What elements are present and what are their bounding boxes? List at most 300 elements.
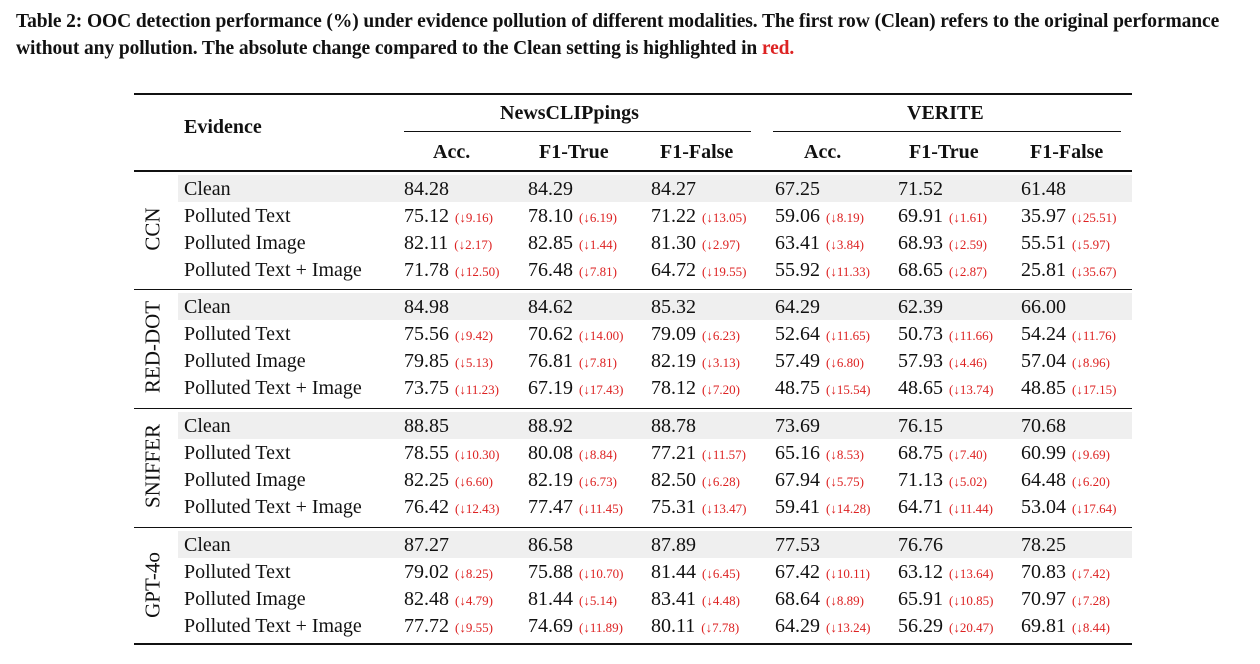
cell-value: 25.81	[1021, 259, 1066, 281]
cell-value: 81.44	[528, 588, 573, 610]
cell-value: 80.08	[528, 442, 573, 464]
cell-value: 76.42	[404, 496, 449, 518]
cell-delta: (↓4.79)	[455, 593, 493, 608]
table-cell	[404, 322, 493, 348]
cell-value: 76.48	[528, 259, 573, 281]
cell-value: 69.91	[898, 205, 943, 227]
cell-delta: (↓11.33)	[826, 264, 870, 279]
cell-delta: (↓2.97)	[702, 237, 740, 252]
cell-value: 86.58	[528, 534, 573, 556]
cell-value: 62.39	[898, 296, 943, 318]
cell-value: 63.41	[775, 232, 820, 254]
cell-value: 35.97	[1021, 205, 1066, 227]
cell-delta: (↓12.43)	[455, 501, 500, 516]
table-cell	[775, 414, 820, 438]
cell-value: 74.69	[528, 615, 573, 637]
table-cell	[1021, 441, 1110, 467]
table-cell	[651, 560, 740, 586]
table-cell	[1021, 376, 1116, 402]
table-cell	[651, 441, 746, 467]
group-rule-gpt-4o	[134, 527, 1132, 528]
cell-value: 48.75	[775, 377, 820, 399]
row-label-red-dot-clean: Clean	[184, 296, 231, 318]
cell-delta: (↓5.14)	[579, 593, 617, 608]
cell-delta: (↓8.19)	[826, 210, 864, 225]
cell-delta: (↓9.55)	[455, 620, 493, 635]
cell-value: 78.10	[528, 205, 573, 227]
verite-cmidrule	[773, 131, 1121, 132]
table-cell	[651, 614, 739, 640]
table-cell	[404, 204, 493, 230]
table-cell	[1021, 468, 1110, 494]
cell-delta: (↓20.47)	[949, 620, 994, 635]
cell-delta: (↓3.84)	[826, 237, 864, 252]
cell-value: 68.75	[898, 442, 943, 464]
row-label-ccn-polluted-text-image: Polluted Text + Image	[184, 259, 362, 281]
cell-value: 84.29	[528, 178, 573, 200]
metric-header-newsclippings-f1-false: F1-False	[660, 141, 734, 163]
cell-value: 82.50	[651, 469, 696, 491]
cell-delta: (↓7.28)	[1072, 593, 1110, 608]
cell-value: 53.04	[1021, 496, 1066, 518]
cell-value: 75.56	[404, 323, 449, 345]
table-cell	[898, 258, 987, 284]
table-cell	[651, 533, 696, 557]
table-cell	[775, 177, 820, 201]
table-cell	[898, 587, 993, 613]
cell-value: 66.00	[1021, 296, 1066, 318]
cell-delta: (↓7.20)	[702, 382, 740, 397]
cell-value: 81.30	[651, 232, 696, 254]
table-cell	[898, 495, 993, 521]
metric-header-verite-acc: Acc.	[804, 141, 842, 163]
cell-value: 59.06	[775, 205, 820, 227]
table-cell	[898, 441, 987, 467]
cell-delta: (↓17.15)	[1072, 382, 1117, 397]
table-cell	[651, 177, 696, 201]
table-cell	[1021, 177, 1066, 201]
table-cell	[528, 258, 617, 284]
cell-value: 77.21	[651, 442, 696, 464]
table-cell	[1021, 322, 1116, 348]
table-cell	[651, 258, 746, 284]
cell-value: 82.25	[404, 469, 449, 491]
group-header-verite: VERITE	[907, 102, 984, 124]
table-caption	[16, 8, 1252, 62]
bottom-rule	[134, 643, 1132, 645]
table-cell	[775, 560, 870, 586]
table-cell	[898, 177, 943, 201]
cell-value: 50.73	[898, 323, 943, 345]
table-cell	[898, 468, 987, 494]
table-cell	[404, 295, 449, 319]
cell-value: 79.85	[404, 350, 449, 372]
cell-delta: (↓2.59)	[949, 237, 987, 252]
cell-value: 61.48	[1021, 178, 1066, 200]
metric-header-newsclippings-f1-true: F1-True	[539, 141, 609, 163]
cell-value: 84.98	[404, 296, 449, 318]
row-label-sniffer-polluted-text-image: Polluted Text + Image	[184, 496, 362, 518]
cell-delta: (↓11.45)	[579, 501, 623, 516]
table-cell	[528, 204, 617, 230]
cell-delta: (↓1.44)	[579, 237, 617, 252]
cell-delta: (↓17.43)	[579, 382, 624, 397]
cell-value: 59.41	[775, 496, 820, 518]
cell-delta: (↓9.42)	[455, 328, 493, 343]
metric-header-newsclippings-acc: Acc.	[433, 141, 471, 163]
cell-delta: (↓5.13)	[455, 355, 493, 370]
table-cell	[775, 322, 870, 348]
cell-delta: (↓10.30)	[455, 447, 500, 462]
cell-value: 55.51	[1021, 232, 1066, 254]
cell-value: 64.29	[775, 296, 820, 318]
cell-value: 60.99	[1021, 442, 1066, 464]
table-cell	[528, 349, 617, 375]
cell-delta: (↓12.50)	[455, 264, 500, 279]
cell-delta: (↓11.44)	[949, 501, 993, 516]
table-cell	[528, 614, 623, 640]
table-cell	[651, 322, 740, 348]
cell-delta: (↓17.64)	[1072, 501, 1117, 516]
table-cell	[528, 376, 623, 402]
cell-delta: (↓8.44)	[1072, 620, 1110, 635]
cell-delta: (↓6.23)	[702, 328, 740, 343]
cell-delta: (↓4.48)	[702, 593, 740, 608]
cell-delta: (↓6.80)	[826, 355, 864, 370]
model-name-sniffer: SNIFFER	[140, 423, 165, 509]
cell-value: 71.13	[898, 469, 943, 491]
cell-value: 57.49	[775, 350, 820, 372]
cell-delta: (↓6.28)	[702, 474, 740, 489]
table-cell	[775, 204, 864, 230]
cell-value: 70.83	[1021, 561, 1066, 583]
table-cell	[404, 468, 493, 494]
table-cell	[775, 258, 870, 284]
row-label-sniffer-polluted-image: Polluted Image	[184, 469, 306, 491]
table-cell	[528, 322, 623, 348]
table-cell	[528, 177, 573, 201]
row-label-ccn-polluted-text: Polluted Text	[184, 205, 291, 227]
cell-value: 82.19	[651, 350, 696, 372]
evidence-header: Evidence	[184, 116, 262, 138]
cell-value: 64.29	[775, 615, 820, 637]
group-rule-sniffer	[134, 408, 1132, 409]
cell-value: 68.65	[898, 259, 943, 281]
table-cell	[898, 322, 993, 348]
table-cell	[775, 231, 864, 257]
cell-value: 84.62	[528, 296, 573, 318]
cell-delta: (↓7.81)	[579, 355, 617, 370]
table-cell	[1021, 533, 1066, 557]
cell-delta: (↓11.89)	[579, 620, 623, 635]
table-cell	[404, 231, 492, 257]
cell-delta: (↓6.45)	[702, 566, 740, 581]
table-cell	[1021, 349, 1110, 375]
cell-value: 56.29	[898, 615, 943, 637]
cell-delta: (↓11.76)	[1072, 328, 1116, 343]
cell-value: 71.78	[404, 259, 449, 281]
cell-delta: (↓4.46)	[949, 355, 987, 370]
cell-delta: (↓13.64)	[949, 566, 994, 581]
table-cell	[404, 533, 449, 557]
table-cell	[404, 587, 493, 613]
cell-delta: (↓11.65)	[826, 328, 870, 343]
table-cell	[651, 295, 696, 319]
cell-delta: (↓35.67)	[1072, 264, 1117, 279]
cell-value: 76.76	[898, 534, 943, 556]
table-cell	[898, 204, 987, 230]
table-cell	[775, 495, 870, 521]
cell-delta: (↓8.96)	[1072, 355, 1110, 370]
cell-delta: (↓15.54)	[826, 382, 871, 397]
row-label-gpt-4o-clean: Clean	[184, 534, 231, 556]
cell-delta: (↓5.97)	[1072, 237, 1110, 252]
cell-value: 75.88	[528, 561, 573, 583]
table-cell	[404, 376, 499, 402]
table-cell	[898, 295, 943, 319]
cell-value: 69.81	[1021, 615, 1066, 637]
table-cell	[898, 533, 943, 557]
cell-value: 77.53	[775, 534, 820, 556]
table-cell	[404, 495, 499, 521]
cell-value: 57.04	[1021, 350, 1066, 372]
cell-delta: (↓11.66)	[949, 328, 993, 343]
cell-value: 78.25	[1021, 534, 1066, 556]
table-cell	[898, 414, 943, 438]
table-cell	[404, 258, 499, 284]
table-cell	[404, 414, 449, 438]
cell-delta: (↓25.51)	[1072, 210, 1117, 225]
table-cell	[528, 414, 573, 438]
table-cell	[1021, 614, 1110, 640]
cell-delta: (↓7.78)	[701, 620, 740, 635]
cell-value: 52.64	[775, 323, 820, 345]
group-rule-red-dot	[134, 289, 1132, 290]
cell-value: 64.71	[898, 496, 943, 518]
cell-value: 87.89	[651, 534, 696, 556]
table-cell	[528, 495, 623, 521]
cell-delta: (↓19.55)	[702, 264, 747, 279]
cell-delta: (↓13.47)	[702, 501, 747, 516]
model-name-gpt-4o: GPT-4o	[140, 552, 165, 618]
cell-value: 88.85	[404, 415, 449, 437]
cell-value: 67.25	[775, 178, 820, 200]
table-cell	[775, 295, 820, 319]
cell-value: 77.72	[404, 615, 449, 637]
table-cell	[651, 231, 740, 257]
table-cell	[651, 349, 740, 375]
cell-value: 67.19	[528, 377, 573, 399]
table-cell	[775, 349, 864, 375]
cell-delta: (↓5.75)	[826, 474, 864, 489]
row-label-sniffer-polluted-text: Polluted Text	[184, 442, 291, 464]
table-cell	[404, 177, 449, 201]
cell-delta: (↓10.11)	[826, 566, 870, 581]
cell-value: 65.91	[898, 588, 943, 610]
cell-value: 78.55	[404, 442, 449, 464]
cell-value: 55.92	[775, 259, 820, 281]
header-rule	[134, 170, 1132, 172]
cell-value: 79.09	[651, 323, 696, 345]
cell-value: 64.72	[651, 259, 696, 281]
row-label-gpt-4o-polluted-text: Polluted Text	[184, 561, 291, 583]
cell-value: 68.64	[775, 588, 820, 610]
cell-value: 70.68	[1021, 415, 1066, 437]
row-label-gpt-4o-polluted-text-image: Polluted Text + Image	[184, 615, 362, 637]
table-cell	[528, 231, 617, 257]
table-cell	[528, 533, 573, 557]
newsclippings-cmidrule	[404, 131, 751, 132]
cell-value: 88.92	[528, 415, 573, 437]
table-cell	[775, 441, 864, 467]
cell-value: 82.11	[404, 232, 449, 254]
cell-value: 84.28	[404, 178, 449, 200]
cell-delta: (↓14.00)	[579, 328, 624, 343]
cell-value: 77.47	[528, 496, 573, 518]
cell-value: 82.19	[528, 469, 573, 491]
cell-value: 88.78	[651, 415, 696, 437]
cell-delta: (↓9.69)	[1072, 447, 1110, 462]
table-cell	[404, 614, 493, 640]
cell-delta: (↓5.02)	[949, 474, 987, 489]
table-cell	[1021, 231, 1110, 257]
cell-delta: (↓10.70)	[579, 566, 624, 581]
table-cell	[775, 614, 870, 640]
table-cell	[651, 468, 740, 494]
cell-delta: (↓7.42)	[1072, 566, 1110, 581]
table-cell	[528, 587, 617, 613]
row-label-ccn-polluted-image: Polluted Image	[184, 232, 306, 254]
table-cell	[1021, 204, 1116, 230]
table-cell	[651, 587, 740, 613]
row-label-red-dot-polluted-text-image: Polluted Text + Image	[184, 377, 362, 399]
table-cell	[898, 376, 993, 402]
cell-delta: (↓8.53)	[826, 447, 864, 462]
table-cell	[1021, 295, 1066, 319]
table-cell	[1021, 258, 1116, 284]
cell-delta: (↓13.05)	[702, 210, 747, 225]
cell-value: 78.12	[651, 377, 696, 399]
cell-value: 48.85	[1021, 377, 1066, 399]
cell-delta: (↓3.13)	[702, 355, 740, 370]
cell-value: 84.27	[651, 178, 696, 200]
table-cell	[1021, 560, 1110, 586]
cell-delta: (↓6.73)	[579, 474, 617, 489]
cell-delta: (↓2.87)	[949, 264, 987, 279]
cell-value: 73.69	[775, 415, 820, 437]
table-cell	[898, 349, 987, 375]
table-cell	[404, 560, 493, 586]
table-cell	[528, 295, 573, 319]
cell-value: 64.48	[1021, 469, 1066, 491]
model-name-red-dot: RED-DOT	[140, 300, 165, 394]
row-label-ccn-clean: Clean	[184, 178, 231, 200]
row-label-red-dot-polluted-image: Polluted Image	[184, 350, 306, 372]
cell-value: 65.16	[775, 442, 820, 464]
row-label-gpt-4o-polluted-image: Polluted Image	[184, 588, 306, 610]
cell-value: 83.41	[651, 588, 696, 610]
table-cell	[898, 231, 987, 257]
table-cell	[528, 560, 623, 586]
table-cell	[898, 614, 993, 640]
cell-value: 82.48	[404, 588, 449, 610]
table-cell	[775, 587, 864, 613]
cell-delta: (↓10.85)	[949, 593, 994, 608]
cell-value: 73.75	[404, 377, 449, 399]
cell-value: 63.12	[898, 561, 943, 583]
metric-header-verite-f1-false: F1-False	[1030, 141, 1104, 163]
cell-delta: (↓7.81)	[579, 264, 617, 279]
table-cell	[775, 533, 820, 557]
cell-delta: (↓6.20)	[1072, 474, 1110, 489]
cell-delta: (↓13.74)	[949, 382, 994, 397]
cell-value: 75.31	[651, 496, 696, 518]
cell-value: 57.93	[898, 350, 943, 372]
cell-delta: (↓11.57)	[702, 447, 746, 462]
cell-value: 70.62	[528, 323, 573, 345]
cell-value: 82.85	[528, 232, 573, 254]
table-cell	[898, 560, 993, 586]
cell-delta: (↓8.84)	[579, 447, 617, 462]
cell-delta: (↓8.89)	[826, 593, 864, 608]
cell-value: 81.44	[651, 561, 696, 583]
caption-highlight: red.	[761, 38, 795, 59]
cell-value: 76.81	[528, 350, 573, 372]
metric-header-verite-f1-true: F1-True	[909, 141, 979, 163]
caption-text: Table 2: OOC detection performance (%) under evidence pollution of different modalities. The first row (Clean) refers to the original performance without any pollution. The absolute change compared to the Clean setting is highlighted in	[16, 11, 1220, 59]
table-cell	[404, 441, 499, 467]
cell-value: 87.27	[404, 534, 449, 556]
cell-value: 71.52	[898, 178, 943, 200]
cell-delta: (↓14.28)	[826, 501, 871, 516]
cell-value: 67.94	[775, 469, 820, 491]
row-label-red-dot-polluted-text: Polluted Text	[184, 323, 291, 345]
cell-value: 80.11	[651, 615, 696, 637]
cell-value: 67.42	[775, 561, 820, 583]
cell-delta: (↓13.24)	[826, 620, 871, 635]
table-cell	[1021, 495, 1116, 521]
row-label-sniffer-clean: Clean	[184, 415, 231, 437]
table-cell	[528, 441, 617, 467]
cell-value: 76.15	[898, 415, 943, 437]
cell-value: 85.32	[651, 296, 696, 318]
cell-delta: (↓9.16)	[455, 210, 493, 225]
cell-value: 79.02	[404, 561, 449, 583]
table-cell	[775, 376, 870, 402]
table-cell	[651, 204, 746, 230]
cell-delta: (↓8.25)	[455, 566, 493, 581]
table-cell	[1021, 587, 1110, 613]
cell-value: 70.97	[1021, 588, 1066, 610]
cell-value: 48.65	[898, 377, 943, 399]
table-cell	[1021, 414, 1066, 438]
cell-value: 71.22	[651, 205, 696, 227]
cell-delta: (↓7.40)	[949, 447, 987, 462]
group-header-newsclippings: NewsCLIPpings	[500, 102, 639, 124]
cell-delta: (↓1.61)	[949, 210, 987, 225]
cell-value: 68.93	[898, 232, 943, 254]
cell-delta: (↓2.17)	[454, 237, 493, 252]
table-cell	[528, 468, 617, 494]
table-cell	[775, 468, 864, 494]
table-cell	[651, 376, 740, 402]
table-cell	[651, 495, 746, 521]
top-rule	[134, 93, 1132, 95]
table-cell	[404, 349, 493, 375]
cell-delta: (↓6.60)	[455, 474, 493, 489]
model-name-ccn: CCN	[140, 207, 165, 251]
cell-delta: (↓6.19)	[579, 210, 617, 225]
